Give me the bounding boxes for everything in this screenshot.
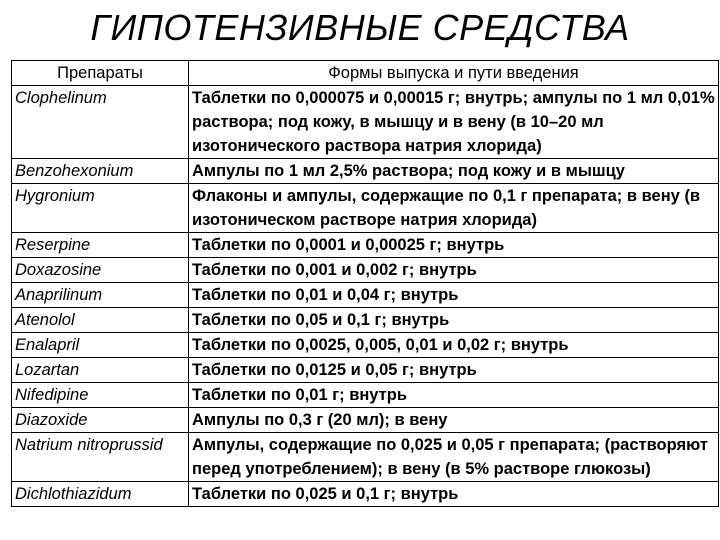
drug-form: Таблетки по 0,025 и 0,1 г; внутрь bbox=[189, 482, 719, 507]
drug-form: Ампулы, содержащие по 0,025 и 0,05 г препарата; (растворяют перед употреблением); в вену (в 5% растворе глюкозы) bbox=[189, 433, 719, 482]
table-row bbox=[12, 308, 719, 333]
drug-name: Atenolol bbox=[12, 308, 189, 333]
table-row bbox=[12, 86, 719, 159]
drug-form: Таблетки по 0,001 и 0,002 г; внутрь bbox=[189, 258, 719, 283]
table-row bbox=[12, 333, 719, 358]
drug-form: Таблетки по 0,0001 и 0,00025 г; внутрь bbox=[189, 233, 719, 258]
header-drugs: Препараты bbox=[12, 61, 189, 86]
drug-name: Natrium nitroprussid bbox=[12, 433, 189, 482]
drug-form: Флаконы и ампулы, содержащие по 0,1 г препарата; в вену (в изотоническом растворе натрия хлорида) bbox=[189, 184, 719, 233]
table-row bbox=[12, 433, 719, 482]
drug-name: Anaprilinum bbox=[12, 283, 189, 308]
drug-name: Benzohexonium bbox=[12, 159, 189, 184]
drug-name: Nifedipine bbox=[12, 383, 189, 408]
drug-form: Таблетки по 0,05 и 0,1 г; внутрь bbox=[189, 308, 719, 333]
drug-form: Таблетки по 0,000075 и 0,00015 г; внутрь; ампулы по 1 мл 0,01% раствора; под кожу, в мышцу и в вену (в 10–20 мл изотонического раствора натрия хлорида) bbox=[189, 86, 719, 159]
drug-name: Clophelinum bbox=[12, 86, 189, 159]
drug-name: Hygronium bbox=[12, 184, 189, 233]
header-forms: Формы выпуска и пути введения bbox=[189, 61, 719, 86]
drug-table bbox=[11, 60, 719, 507]
drug-form: Ампулы по 0,3 г (20 мл); в вену bbox=[189, 408, 719, 433]
table-row bbox=[12, 358, 719, 383]
table-header-row bbox=[12, 61, 719, 86]
drug-name: Lozartan bbox=[12, 358, 189, 383]
table-row bbox=[12, 258, 719, 283]
drug-form: Таблетки по 0,01 г; внутрь bbox=[189, 383, 719, 408]
drug-name: Doxazosine bbox=[12, 258, 189, 283]
drug-form: Таблетки по 0,01 и 0,04 г; внутрь bbox=[189, 283, 719, 308]
table-row bbox=[12, 283, 719, 308]
table-row bbox=[12, 383, 719, 408]
table-row bbox=[12, 482, 719, 507]
drug-name: Reserpine bbox=[12, 233, 189, 258]
drug-name: Diazoxide bbox=[12, 408, 189, 433]
drug-form: Таблетки по 0,0025, 0,005, 0,01 и 0,02 г; внутрь bbox=[189, 333, 719, 358]
table-row bbox=[12, 184, 719, 233]
page-title: ГИПОТЕНЗИВНЫЕ СРЕДСТВА bbox=[90, 7, 630, 48]
drug-form: Ампулы по 1 мл 2,5% раствора; под кожу и в мышцу bbox=[189, 159, 719, 184]
table-row bbox=[12, 233, 719, 258]
drug-form: Таблетки по 0,0125 и 0,05 г; внутрь bbox=[189, 358, 719, 383]
drug-name: Dichlothiazidum bbox=[12, 482, 189, 507]
drug-name: Enalapril bbox=[12, 333, 189, 358]
table-row bbox=[12, 408, 719, 433]
table-row bbox=[12, 159, 719, 184]
